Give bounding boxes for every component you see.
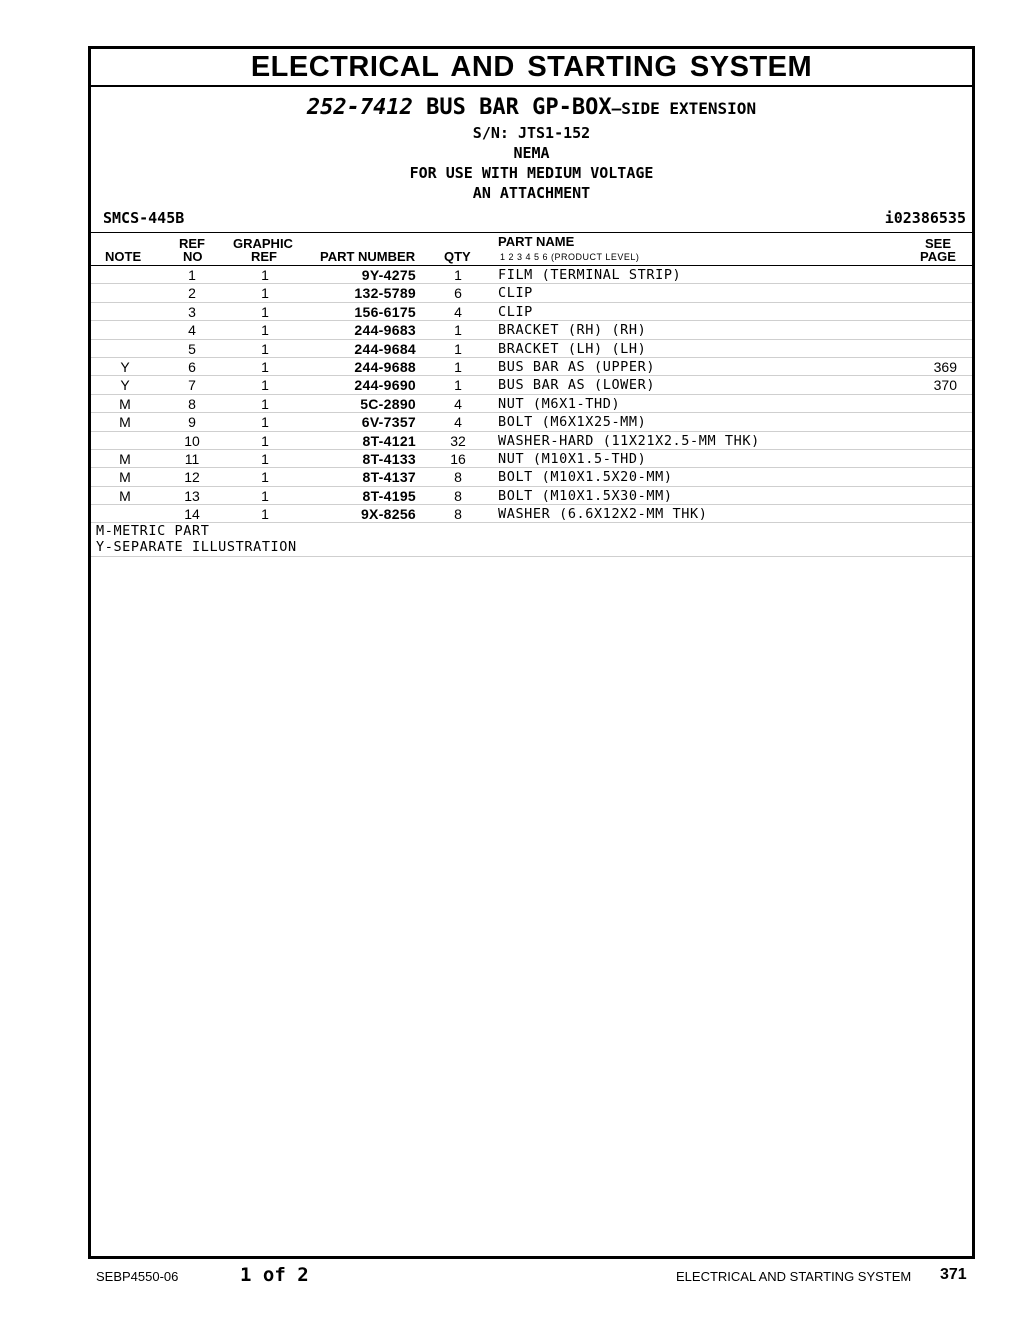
col-graphic-top: GRAPHIC bbox=[233, 236, 293, 251]
row-graphic-ref: 1 bbox=[261, 358, 269, 375]
row-graphic-ref: 1 bbox=[261, 469, 269, 486]
row-part-number: 244-9690 bbox=[354, 377, 416, 394]
row-qty: 6 bbox=[454, 285, 462, 302]
row-graphic-ref: 1 bbox=[261, 322, 269, 339]
group-name: BUS BAR GP-BOX bbox=[426, 95, 612, 120]
table-row bbox=[91, 395, 972, 413]
table-row bbox=[91, 266, 972, 284]
row-note: Y bbox=[120, 377, 130, 394]
row-ref-no: 10 bbox=[184, 432, 200, 449]
row-part-number: 9Y-4275 bbox=[361, 267, 416, 283]
row-part-name: BRACKET (LH) (LH) bbox=[498, 340, 647, 357]
col-product-levels: 1 2 3 4 5 6 (PRODUCT LEVEL) bbox=[500, 252, 640, 262]
group-suffix: —SIDE EXTENSION bbox=[611, 99, 757, 118]
row-graphic-ref: 1 bbox=[261, 285, 269, 302]
column-header bbox=[91, 233, 972, 266]
smcs-code: SMCS-445B bbox=[103, 209, 185, 227]
group-number: 252-7412 bbox=[306, 95, 413, 120]
row-part-number: 132-5789 bbox=[354, 285, 416, 302]
note-metric: M-METRIC PART bbox=[96, 523, 210, 540]
illustration-id: i02386535 bbox=[884, 209, 966, 227]
row-part-number: 8T-4137 bbox=[362, 469, 416, 486]
footer-page-of: 1 of 2 bbox=[240, 1264, 309, 1286]
table-row bbox=[91, 358, 972, 376]
table-row bbox=[91, 468, 972, 486]
row-part-number: 9X-8256 bbox=[360, 506, 416, 523]
row-see-page: 369 bbox=[933, 358, 957, 375]
row-qty: 32 bbox=[450, 432, 466, 449]
row-ref-no: 3 bbox=[188, 303, 196, 320]
table-row bbox=[91, 303, 972, 321]
attachment-line: AN ATTACHMENT bbox=[472, 184, 591, 202]
row-part-name: BUS BAR AS (LOWER) bbox=[498, 377, 656, 394]
row-part-name: BOLT (M10X1.5X30-MM) bbox=[498, 487, 673, 504]
row-graphic-ref: 1 bbox=[261, 395, 269, 412]
row-part-name: NUT (M10X1.5-THD) bbox=[498, 450, 647, 467]
col-part-name: PART NAME bbox=[498, 234, 575, 249]
row-ref-no: 6 bbox=[188, 358, 196, 375]
col-qty: QTY bbox=[444, 249, 471, 264]
col-note: NOTE bbox=[105, 249, 142, 264]
row-qty: 1 bbox=[454, 377, 462, 394]
row-qty: 4 bbox=[454, 414, 462, 431]
table-row bbox=[91, 487, 972, 505]
row-ref-no: 13 bbox=[184, 487, 200, 504]
notes-legend bbox=[91, 523, 972, 557]
row-part-name: BOLT (M6X1X25-MM) bbox=[498, 414, 647, 431]
footer-section: ELECTRICAL AND STARTING SYSTEM bbox=[676, 1269, 912, 1284]
group-header bbox=[91, 87, 972, 233]
row-part-name: CLIP bbox=[498, 303, 533, 320]
row-qty: 1 bbox=[454, 358, 462, 375]
row-part-number: 244-9683 bbox=[354, 322, 416, 339]
row-part-number: 5C-2890 bbox=[360, 395, 416, 412]
row-part-name: BUS BAR AS (UPPER) bbox=[498, 358, 656, 375]
row-part-number: 8T-4195 bbox=[362, 487, 416, 504]
row-ref-no: 2 bbox=[188, 285, 196, 302]
footer-doc-id: SEBP4550-06 bbox=[96, 1269, 179, 1284]
table-row bbox=[91, 413, 972, 431]
row-ref-no: 14 bbox=[184, 506, 200, 523]
row-part-number: 8T-4133 bbox=[362, 450, 416, 467]
table-row bbox=[91, 505, 972, 523]
row-note: M bbox=[119, 469, 131, 486]
row-qty: 8 bbox=[454, 506, 462, 523]
row-ref-no: 11 bbox=[184, 450, 200, 467]
section-title: ELECTRICAL AND STARTING SYSTEM bbox=[250, 50, 813, 83]
row-qty: 8 bbox=[454, 487, 462, 504]
row-part-name: FILM (TERMINAL STRIP) bbox=[498, 267, 682, 283]
row-qty: 16 bbox=[450, 450, 466, 467]
row-qty: 4 bbox=[454, 395, 462, 412]
row-graphic-ref: 1 bbox=[261, 267, 269, 283]
row-ref-no: 1 bbox=[188, 267, 196, 283]
row-ref-no: 8 bbox=[188, 395, 196, 412]
row-part-number: 6V-7357 bbox=[361, 414, 416, 431]
row-part-number: 244-9684 bbox=[354, 340, 416, 357]
parts-page-frame bbox=[88, 46, 975, 1259]
standard-line: NEMA bbox=[513, 144, 550, 162]
note-separate-illustration: Y-SEPARATE ILLUSTRATION bbox=[96, 538, 297, 555]
row-note: M bbox=[119, 487, 131, 504]
row-qty: 8 bbox=[454, 469, 462, 486]
row-graphic-ref: 1 bbox=[261, 377, 269, 394]
row-part-name: WASHER-HARD (11X21X2.5-MM THK) bbox=[498, 432, 760, 449]
row-part-name: WASHER (6.6X12X2-MM THK) bbox=[498, 506, 708, 523]
row-graphic-ref: 1 bbox=[261, 487, 269, 504]
row-graphic-ref: 1 bbox=[261, 450, 269, 467]
table-row bbox=[91, 376, 972, 394]
row-graphic-ref: 1 bbox=[261, 506, 269, 523]
col-see-top: SEE bbox=[925, 236, 952, 251]
row-ref-no: 9 bbox=[188, 414, 196, 431]
row-qty: 1 bbox=[454, 340, 462, 357]
row-ref-no: 5 bbox=[188, 340, 196, 357]
row-part-name: BRACKET (RH) (RH) bbox=[498, 322, 647, 339]
table-row bbox=[91, 432, 972, 450]
serial-number-line: S/N: JTS1-152 bbox=[472, 124, 591, 142]
footer-page-number: 371 bbox=[940, 1266, 967, 1283]
row-qty: 1 bbox=[454, 322, 462, 339]
row-note: M bbox=[119, 395, 131, 412]
usage-line: FOR USE WITH MEDIUM VOLTAGE bbox=[409, 164, 654, 182]
group-header-lines bbox=[91, 87, 972, 203]
page-footer bbox=[0, 1264, 1020, 1294]
table-row bbox=[91, 340, 972, 358]
row-note: Y bbox=[120, 358, 130, 375]
title-bar bbox=[91, 49, 972, 87]
row-part-name: CLIP bbox=[498, 285, 533, 302]
row-part-name: NUT (M6X1-THD) bbox=[498, 395, 621, 412]
col-ref-bottom: NO bbox=[183, 249, 203, 264]
row-graphic-ref: 1 bbox=[261, 303, 269, 320]
row-graphic-ref: 1 bbox=[261, 414, 269, 431]
col-see-bottom: PAGE bbox=[920, 249, 956, 264]
parts-table bbox=[91, 266, 972, 523]
table-row bbox=[91, 284, 972, 302]
row-part-number: 8T-4121 bbox=[362, 432, 416, 449]
row-part-number: 244-9688 bbox=[354, 358, 416, 375]
row-ref-no: 7 bbox=[188, 377, 196, 394]
row-ref-no: 12 bbox=[184, 469, 200, 486]
table-row bbox=[91, 450, 972, 468]
row-part-number: 156-6175 bbox=[354, 303, 416, 320]
col-ref-top: REF bbox=[179, 236, 205, 251]
row-qty: 4 bbox=[454, 303, 462, 320]
row-qty: 1 bbox=[454, 267, 462, 283]
col-part-number: PART NUMBER bbox=[320, 249, 416, 264]
row-see-page: 370 bbox=[933, 377, 957, 394]
row-part-name: BOLT (M10X1.5X20-MM) bbox=[498, 469, 673, 486]
col-graphic-bottom: REF bbox=[251, 249, 277, 264]
group-title-line bbox=[91, 95, 972, 123]
row-graphic-ref: 1 bbox=[261, 340, 269, 357]
row-note: M bbox=[119, 450, 131, 467]
row-ref-no: 4 bbox=[188, 322, 196, 339]
row-note: M bbox=[119, 414, 131, 431]
table-row bbox=[91, 321, 972, 339]
row-graphic-ref: 1 bbox=[261, 432, 269, 449]
